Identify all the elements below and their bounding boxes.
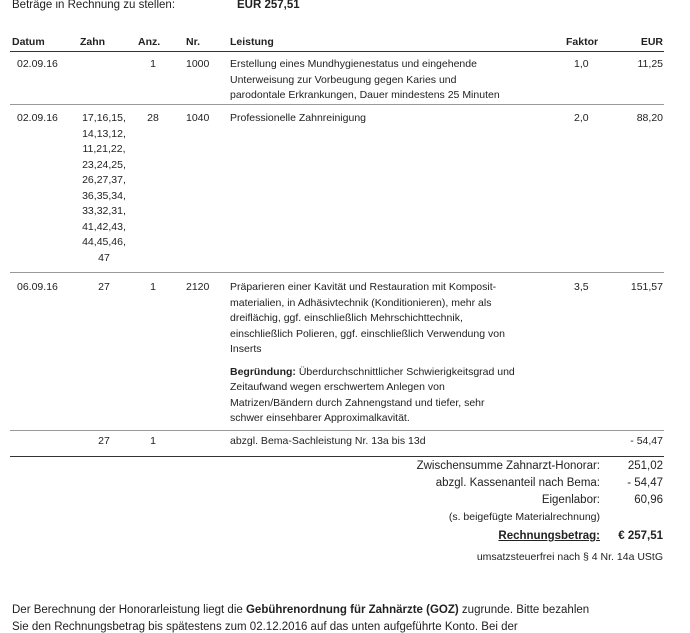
row2-zahn-line: 47 bbox=[98, 251, 110, 264]
begruendung-line: schwer einsehbarer Approximalkavität. bbox=[230, 412, 410, 424]
row2-datum: 02.09.16 bbox=[17, 112, 58, 124]
footer-text: Der Berechnung der Honorarleistung liegt die bbox=[12, 604, 246, 616]
row1-nr: 1000 bbox=[186, 58, 210, 70]
row3-leistung-line: Inserts bbox=[230, 343, 262, 355]
row2-nr: 1040 bbox=[186, 112, 210, 124]
row3-leistung-line: einschließlich Polieren, ggf. einschließlich Verwendung von bbox=[230, 327, 505, 340]
row1-faktor: 1,0 bbox=[574, 58, 589, 70]
column-header-faktor: Faktor bbox=[566, 36, 599, 48]
amount-due-value: EUR 257,51 bbox=[237, 0, 300, 11]
column-header-eur: EUR bbox=[640, 36, 663, 48]
row2-zahn-line: 41,42,43, bbox=[82, 220, 126, 233]
row3-rule bbox=[10, 430, 664, 431]
row2-zahn-line: 44,45,46, bbox=[82, 236, 126, 248]
row1-anz: 1 bbox=[150, 58, 156, 70]
row2-zahn-line: 23,24,25, bbox=[82, 158, 126, 171]
row1-leistung bbox=[230, 57, 500, 104]
row1-rule bbox=[10, 104, 664, 105]
begruendung-line bbox=[230, 365, 515, 381]
column-header-leistung: Leistung bbox=[230, 36, 274, 48]
row3-eur: 151,57 bbox=[630, 281, 663, 293]
row3-datum: 06.09.16 bbox=[17, 281, 58, 293]
tax-note: umsatzsteuerfrei nach § 4 Nr. 14a UStG bbox=[476, 551, 663, 563]
lab-value: 60,96 bbox=[634, 494, 663, 506]
footer-text: zugrunde. Bitte bezahlen bbox=[458, 604, 590, 616]
row3-nr: 2120 bbox=[186, 281, 210, 293]
row1-leistung-line: Unterweisung zur Vorbeugung gegen Karies und bbox=[230, 73, 457, 86]
row1-eur: 11,25 bbox=[637, 58, 663, 70]
row2-zahn-line: 36,35,34, bbox=[82, 189, 126, 202]
subtotal-value: 251,02 bbox=[627, 460, 663, 472]
row2-rule bbox=[10, 272, 664, 273]
row3-faktor: 3,5 bbox=[574, 281, 589, 293]
material-note: (s. beigefügte Materialrechnung) bbox=[448, 511, 600, 523]
row4-eur: - 54,47 bbox=[630, 435, 663, 447]
column-header-anz: Anz. bbox=[138, 36, 161, 48]
row4-zahn: 27 bbox=[98, 435, 110, 447]
amount-due-line bbox=[0, 0, 690, 14]
row2-faktor: 2,0 bbox=[574, 112, 589, 124]
row4-anz: 1 bbox=[150, 435, 156, 447]
invoice-total-label: Rechnungsbetrag: bbox=[498, 530, 600, 542]
row2-zahn-line: 33,32,31, bbox=[82, 205, 126, 217]
begruendung-line: Zeitaufwand wegen erschwertem Anlegen von bbox=[230, 381, 445, 393]
column-header-nr: Nr. bbox=[186, 36, 201, 48]
column-header-datum: Datum bbox=[12, 36, 45, 48]
column-header-zahn: Zahn bbox=[80, 36, 106, 48]
row2-eur: 88,20 bbox=[636, 112, 663, 124]
row3-leistung-line: materialien, in Adhäsivtechnik (Konditionieren), mehr als bbox=[230, 296, 492, 309]
footer-goz: Gebührenordnung für Zahnärzte (GOZ) bbox=[245, 604, 459, 616]
lab-label: Eigenlabor: bbox=[541, 494, 600, 506]
row2-zahn-line: 17,16,15, bbox=[82, 112, 126, 124]
invoice-total-value: € 257,51 bbox=[618, 530, 663, 542]
footer-line bbox=[12, 604, 589, 616]
row3-leistung-line: dreiflächig, ggf. einschließlich Mehrschichttechnik, bbox=[230, 312, 463, 324]
row3-anz: 1 bbox=[150, 281, 156, 293]
amount-due-label: Beträge in Rechnung zu stellen: bbox=[12, 0, 176, 11]
row1-datum: 02.09.16 bbox=[17, 58, 58, 70]
row2-anz: 28 bbox=[147, 112, 159, 124]
row2-leistung: Professionelle Zahnreinigung bbox=[230, 112, 367, 124]
row3-leistung bbox=[230, 280, 515, 427]
row1-leistung-line: parodontale Erkrankungen, Dauer mindestens 25 Minuten bbox=[230, 89, 500, 101]
row2-zahn-line: 11,21,22, bbox=[82, 143, 126, 155]
begruendung-text: Überdurchschnittlicher Schwierigkeitsgrad und bbox=[298, 365, 515, 378]
row1-leistung-line: Erstellung eines Mundhygienestatus und eingehende bbox=[230, 58, 477, 70]
footer-line-2: Sie den Rechnungsbetrag bis spätestens zum 02.12.2016 auf das unten aufgeführte Konto. Bei der bbox=[12, 621, 518, 633]
table-bottom-rule bbox=[10, 456, 664, 457]
subtotal-label: Zwischensumme Zahnarzt-Honorar: bbox=[416, 460, 600, 472]
row2-zahn bbox=[78, 111, 130, 266]
header-rule bbox=[10, 51, 664, 52]
row3-leistung-line: Präparieren einer Kavität und Restauration mit Komposit- bbox=[230, 281, 497, 293]
insurance-value: - 54,47 bbox=[627, 477, 663, 489]
begruendung-label: Begründung: bbox=[230, 365, 296, 378]
insurance-label: abzgl. Kassenanteil nach Bema: bbox=[435, 477, 600, 489]
row2-zahn-line: 14,13,12, bbox=[82, 127, 126, 140]
row4-leistung: abzgl. Bema-Sachleistung Nr. 13a bis 13d bbox=[230, 435, 426, 447]
begruendung-line: Matrizen/Bändern durch Zahnengstand und tiefer, sehr bbox=[230, 396, 485, 409]
row3-zahn: 27 bbox=[98, 281, 110, 293]
row2-zahn-line: 26,27,37, bbox=[82, 174, 126, 186]
